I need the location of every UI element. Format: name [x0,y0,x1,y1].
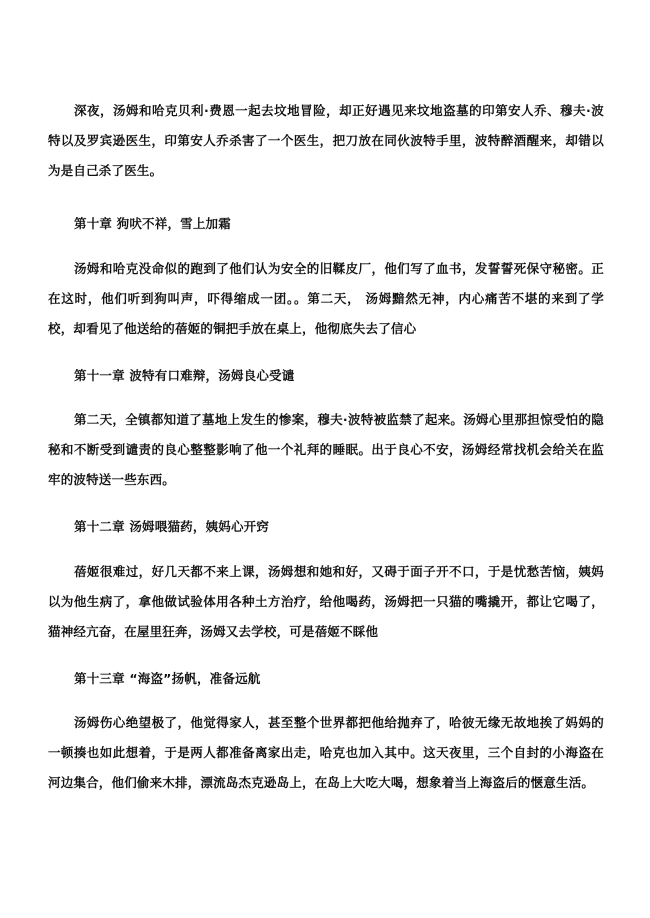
chapter-11-heading: 第十一章 波特有口难辩，汤姆良心受谴 [74,368,295,383]
paragraph-graveyard: 深夜，汤姆和哈克贝利·费恩一起去坟地冒险，却正好遇见来坟地盗墓的印第安人乔、穆夫·波特以及罗宾逊医生，印第安人乔杀害了一个医生，把刀放在同伙波特手里，波特醉酒醒来，却错以为是自己杀了医生。 [48,103,604,178]
chapter-12-heading: 第十二章 汤姆喂猫药，姨妈心开窍 [74,519,270,534]
paragraph-chapter-10: 汤姆和哈克没命似的跑到了他们认为安全的旧鞣皮厂，他们写了血书，发誓誓死保守秘密。正在这时，他们听到狗叫声，吓得缩成一团。。第二天， 汤姆黯然无神，内心痛苦不堪的来到了学校，却看见了他送给的蓓姬的铜把手放在桌上，他彻底失去了信心 [48,261,604,336]
chapter-10-heading: 第十章 狗吠不祥，雪上加霜 [74,216,231,231]
paragraph-chapter-12: 蓓姬很难过，好几天都不来上课，汤姆想和她和好，又碍于面子开不口，于是忧愁苦恼，姨妈以为他生病了，拿他做试验体用各种土方治疗，给他喝药，汤姆把一只猫的嘴撬开，都让它喝了，猫神经亢奋，在屋里狂奔，汤姆又去学校，可是蓓姬不睬他 [48,564,604,639]
paragraph-chapter-11: 第二天，全镇都知道了墓地上发生的惨案，穆夫·波特被监禁了起来。汤姆心里那担惊受怕的隐秘和不断受到谴责的良心整整影响了他一个礼拜的睡眠。出于良心不安，汤姆经常找机会给关在监牢的波特送一些东西。 [48,412,604,487]
chapter-13-heading: 第十三章 “海盗”扬帆，准备远航 [74,671,261,686]
paragraph-chapter-13: 汤姆伤心绝望极了，他觉得家人，甚至整个世界都把他给抛弃了，哈彼无缘无故地挨了妈妈的一顿揍也如此想着，于是两人都准备离家出走，哈克也加入其中。这天夜里，三个自封的小海盗在河边集合，他们偷来木排，漂流岛杰克逊岛上，在岛上大吃大喝，想象着当上海盗后的惬意生活。 [48,715,604,790]
